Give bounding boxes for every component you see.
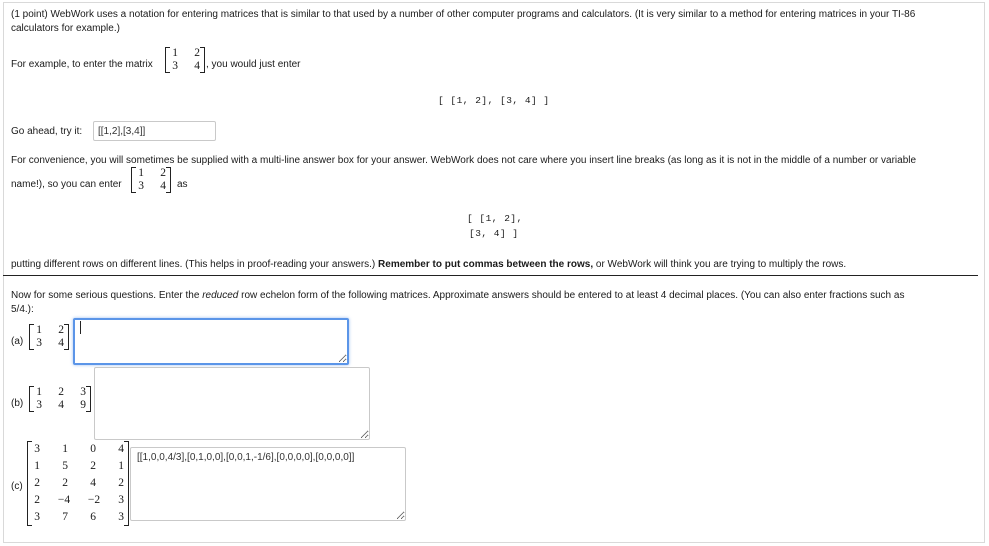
matrix-entry: 3 (80, 386, 86, 398)
part-c-label: (c) (11, 481, 23, 492)
matrix-entry: 0 (90, 443, 96, 455)
part-b-matrix (29, 386, 91, 412)
part-a-label: (a) (11, 336, 24, 347)
matrix-entry: 6 (90, 511, 96, 523)
matrix-entry: 9 (80, 399, 86, 411)
matrix-entry: 2 (34, 477, 40, 489)
matrix-entry: 3 (172, 60, 178, 72)
matrix-entry: 1 (172, 47, 178, 59)
question-line-1 (11, 289, 904, 302)
matrix-entry: 4 (58, 337, 64, 349)
matrix-entry: 4 (118, 443, 124, 455)
matrix-entry: 1 (62, 443, 68, 455)
matrix-entry: 3 (118, 511, 124, 523)
intro-line-2: calculators for example.) (11, 23, 120, 34)
matrix-entry: 2 (58, 324, 64, 336)
example-suffix: , you would just enter (206, 59, 301, 70)
question-text: Now for some serious questions. Enter the (11, 290, 203, 301)
question-emphasis: reduced (202, 290, 239, 301)
matrix-entry: 1 (34, 460, 40, 472)
matrix-entry: 1 (138, 167, 144, 179)
matrix-entry: 1 (118, 460, 124, 472)
rows-note (11, 258, 846, 271)
question-text-end: row echelon form of the following matrices. Approximate answers should be entered to at least 4 decimal places. (You can also enter fractions such as (238, 290, 905, 301)
matrix-entry: 3 (36, 399, 42, 411)
matrix-entry: 2 (34, 494, 40, 506)
convenience-line-1: For convenience, you will sometimes be supplied with a multi-line answer box for your answer. WebWork does not care where you insert line breaks (as long as it is not in the middle of a number or variable (11, 155, 917, 166)
matrix-entry: 2 (194, 47, 200, 59)
rows-note-emphasis: Remember to put commas between the rows, (378, 259, 594, 270)
convenience-code-line-1: [ [1, 2], (467, 213, 523, 224)
matrix-entry: −4 (57, 494, 71, 506)
matrix-entry: 2 (160, 167, 166, 179)
part-c-answer[interactable] (130, 447, 406, 521)
part-a-matrix (29, 324, 69, 350)
example-matrix (165, 47, 205, 73)
matrix-entry: 2 (58, 386, 64, 398)
convenience-matrix (131, 167, 171, 193)
intro-line-1: (1 point) WebWork uses a notation for entering matrices that is similar to that used by a number of other computer programs and calculators. (It is very similar to a method for entering matrices in your TI-86 (11, 9, 916, 20)
matrix-entry: 2 (62, 477, 68, 489)
matrix-entry: 4 (160, 180, 166, 192)
matrix-entry: 3 (36, 337, 42, 349)
matrix-entry: 4 (194, 60, 200, 72)
rows-note-text: putting different rows on different lines. (This helps in proof-reading your answers.) (11, 259, 379, 270)
convenience-suffix: as (177, 179, 188, 190)
matrix-entry: 4 (58, 399, 64, 411)
rows-note-text-end: or WebWork will think you are trying to multiply the rows. (593, 259, 847, 270)
matrix-entry: 7 (62, 511, 68, 523)
convenience-code-line-2: [3, 4] ] (469, 228, 519, 239)
matrix-entry: 3 (138, 180, 144, 192)
text-caret (80, 321, 81, 334)
part-c-matrix (27, 441, 129, 526)
matrix-entry: 3 (34, 443, 40, 455)
matrix-entry: 1 (36, 386, 42, 398)
matrix-entry: 3 (34, 511, 40, 523)
tryit-label: Go ahead, try it: (11, 126, 83, 137)
matrix-entry: 2 (90, 460, 96, 472)
example-prefix: For example, to enter the matrix (11, 59, 153, 70)
matrix-entry: −2 (87, 494, 101, 506)
example-code: [ [1, 2], [3, 4] ] (438, 95, 550, 106)
question-line-2: 5/4.): (11, 304, 34, 315)
matrix-entry: 1 (36, 324, 42, 336)
matrix-entry: 4 (90, 477, 96, 489)
part-a-answer[interactable] (73, 318, 349, 365)
part-b-answer[interactable] (94, 367, 370, 440)
matrix-entry: 3 (118, 494, 124, 506)
tryit-input[interactable] (93, 121, 216, 141)
section-divider (3, 275, 978, 276)
matrix-entry: 5 (62, 460, 68, 472)
part-b-label: (b) (11, 398, 24, 409)
convenience-prefix: name!), so you can enter (11, 179, 122, 190)
matrix-entry: 2 (118, 477, 124, 489)
